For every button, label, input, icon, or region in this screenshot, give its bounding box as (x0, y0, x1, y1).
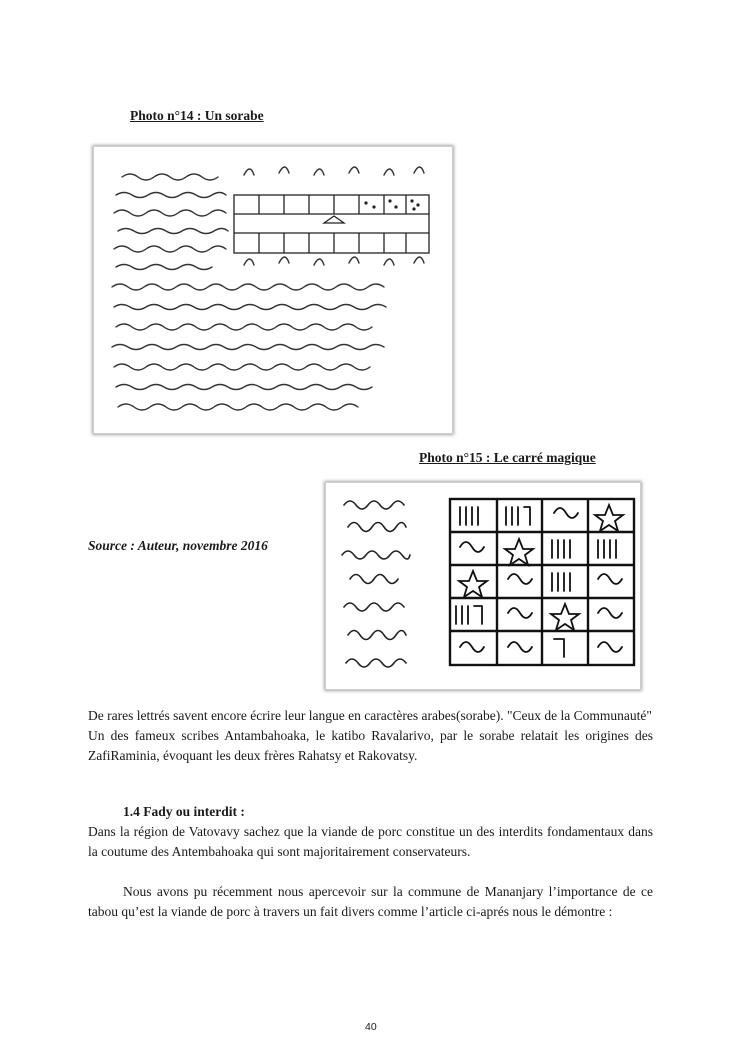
section-heading: 1.4 Fady ou interdit : (123, 804, 245, 819)
paragraph-mananjary: Nous avons pu récemment nous apercevoir sur la commune de Mananjary l’importance de ce tabou qu’est la viande de porc à travers un fait divers comme l’article ci-aprés nous le démontre : (88, 884, 653, 919)
source-note: Source : Auteur, novembre 2016 (88, 538, 268, 553)
photo14-caption: Photo n°14 : Un sorabe (130, 108, 264, 123)
photo15-caption: Photo n°15 : Le carré magique (419, 450, 596, 465)
magic-square-image (325, 482, 641, 690)
paragraph-line: De rares lettrés savent encore écrire leur langue en caractères arabes(sorabe). "Ceux de la Communauté" (88, 708, 652, 723)
page-number: 40 (365, 1021, 377, 1033)
paragraph-sorabe (88, 706, 653, 766)
sorabe-manuscript-drawing (94, 147, 452, 433)
sorabe-manuscript-image (93, 146, 453, 434)
paragraph-line: Un des fameux scribes Antambahoaka, le katibo Ravalarivo, par le sorabe relatait les origines des ZafiRaminia, évoquant les deux frères Rahatsy et Rakovatsy. (88, 728, 653, 763)
paragraph-fady: Dans la région de Vatovavy sachez que la viande de porc constitue un des interdits fondamentaux dans la coutume des Antembahoaka qui sont majoritairement conservateurs. (88, 824, 653, 859)
magic-square-drawing (326, 483, 640, 689)
